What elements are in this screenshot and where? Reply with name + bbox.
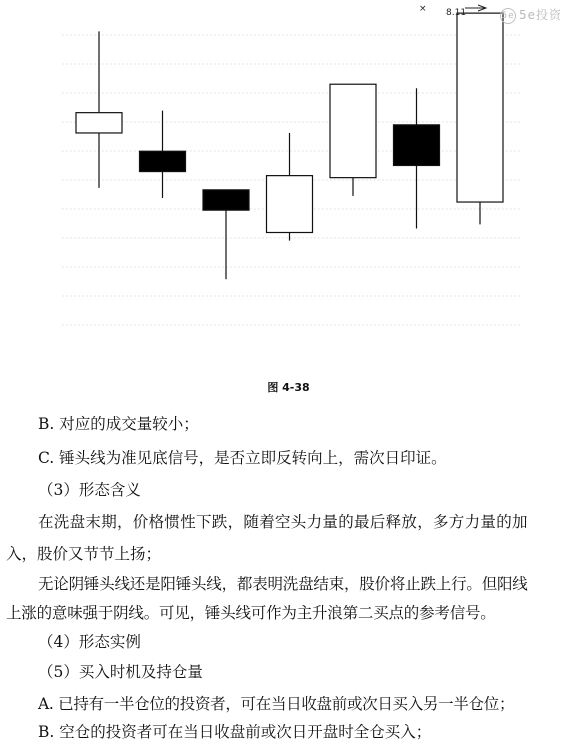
candle	[76, 31, 122, 187]
candlestick-chart	[0, 0, 577, 360]
paragraph-3: （3）形态含义	[38, 481, 141, 499]
chart-candles	[76, 13, 503, 279]
paragraph-5: 入，股价又节节上扬；	[6, 545, 162, 563]
paragraph-7: 上涨的意味强于阴线。可见，锤头线可作为主升浪第二买点的参考信号。	[6, 604, 496, 622]
paragraph-6: 无论阴锤头线还是阳锤头线，都表明洗盘结束，股价将止跌上行。但阳线	[38, 575, 528, 593]
candle-body	[267, 176, 313, 233]
watermark-text: 5e投资	[519, 8, 563, 22]
cross-mark: ×	[419, 4, 427, 14]
candle	[203, 190, 249, 279]
candle	[140, 111, 186, 198]
candle-body	[140, 151, 186, 171]
paragraph-10: A. 已持有一半仓位的投资者，可在当日收盘前或次日买入另一半仓位；	[38, 695, 515, 713]
candle	[457, 13, 503, 224]
candle-body	[394, 125, 440, 166]
watermark	[500, 6, 562, 24]
watermark-logo-icon: 5e	[500, 8, 516, 24]
paragraph-2: C. 锤头线为准见底信号，是否立即反转向上，需次日印证。	[38, 449, 447, 467]
figure-caption: 图 4-38	[267, 381, 310, 394]
candle-body	[330, 84, 376, 177]
high-marker	[465, 5, 486, 11]
candle	[267, 133, 313, 241]
paragraph-11: B. 空仓的投资者可在当日收盘前或次日开盘时全仓买入；	[38, 723, 432, 741]
paragraph-8: （4）形态实例	[38, 633, 141, 651]
paragraph-1: B. 对应的成交量较小；	[38, 415, 199, 433]
candle-body	[203, 190, 249, 210]
candle	[330, 84, 376, 196]
paragraph-4: 在洗盘末期，价格惯性下跌，随着空头力量的最后释放，多方力量的加	[38, 513, 528, 531]
candle	[394, 88, 440, 228]
candle-body	[76, 113, 122, 133]
high-price-annotation: 8.11	[446, 8, 467, 18]
candle-body	[457, 13, 503, 202]
paragraph-9: （5）买入时机及持仓量	[38, 663, 203, 681]
